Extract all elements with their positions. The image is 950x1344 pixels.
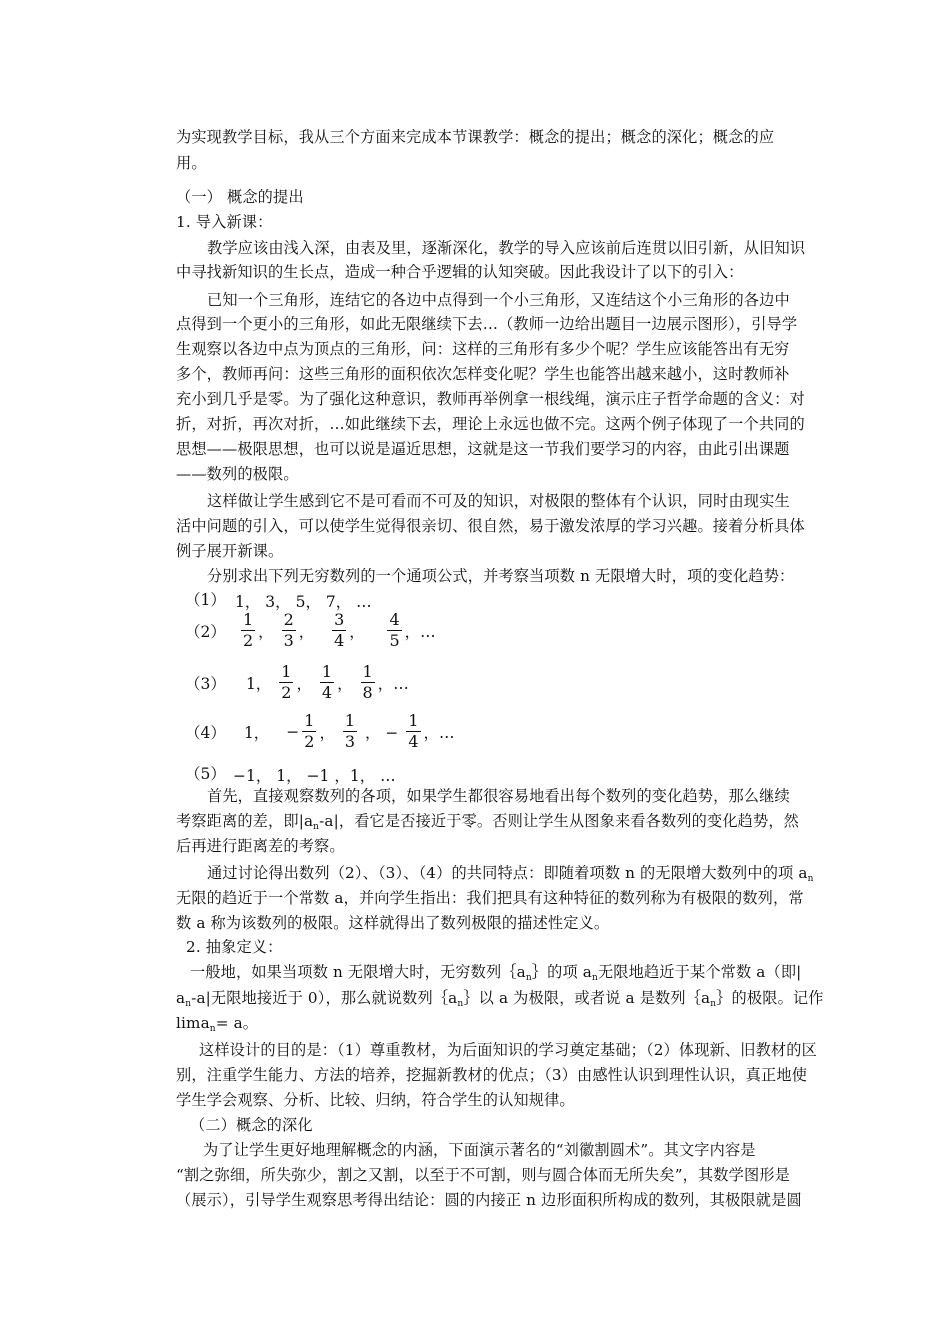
paragraph-line: 考察距离的差，即|an-a|，看它是否接近于零。否则让学生从图象来看各数列的变化趋势，然 bbox=[176, 812, 800, 832]
fraction: $\frac{1}{2}$ bbox=[304, 711, 315, 751]
sequence-label: （4） bbox=[185, 723, 226, 742]
paragraph-line: an-a|无限地接近于 0），那么就说数列｛an｝以 a 为极限，或者说 a 是数列｛an｝的极限。记作 bbox=[176, 989, 824, 1009]
sequence-terms: −1， 1， −1 ，1， … bbox=[233, 767, 396, 785]
fraction: $\frac{4}{5}$ bbox=[389, 610, 400, 650]
section-heading-1: （一） 概念的提出 bbox=[176, 188, 304, 206]
sequence-terms: 1， 3， 5， 7， … bbox=[235, 593, 372, 611]
paragraph-line: 用。 bbox=[176, 154, 207, 172]
fraction: $\frac{2}{3}$ bbox=[283, 610, 294, 650]
sequence-first-term: 1， bbox=[243, 723, 270, 742]
sequence-label: （3） bbox=[185, 674, 226, 693]
sequence-label: （5） bbox=[185, 765, 226, 783]
sequence-label: （1） bbox=[185, 591, 226, 609]
sequence-first-term: 1， bbox=[245, 674, 272, 693]
paragraph-line: 为了让学生更好地理解概念的内涵，下面演示著名的“刘徽割圆术”。其文字内容是 bbox=[203, 1141, 756, 1159]
sequence-5 bbox=[185, 762, 396, 786]
sequence-ellipsis: ，… bbox=[404, 622, 436, 641]
sequence-3: （3） 1， $\frac{1}{2}$ ， $\frac{1}{4}$ ， $\frac{1}{8}$ ，… bbox=[185, 662, 409, 702]
sequence-ellipsis: ，… bbox=[423, 723, 455, 742]
paragraph-line: “割之弥细，所失弥少，割之又割，以至于不可割，则与圆合体而无所失矣”，其数学图形是 bbox=[176, 1166, 790, 1184]
paragraph-line: 多个，教师再问：这些三角形的面积依次怎样变化呢？学生也能答出越来越小，这时教师补 bbox=[176, 365, 790, 383]
sequence-2: （2） $\frac{1}{2}$ ， $\frac{2}{3}$ ， $\frac{3}{4}$ ， $\frac{4}{5}$ ，… bbox=[185, 610, 436, 650]
paragraph-line: 数 a 称为该数列的极限。这样就得出了数列极限的描述性定义。 bbox=[176, 914, 610, 932]
paragraph-line: 学生学会观察、分析、比较、归纳，符合学生的认知规律。 bbox=[176, 1091, 575, 1109]
fraction: $\frac{1}{4}$ bbox=[321, 662, 333, 702]
paragraph-line: 生观察以各边中点为顶点的三角形，问：这样的三角形有多少个呢？学生应该能答出有无穷 bbox=[176, 340, 790, 358]
paragraph-line: 例子展开新课。 bbox=[176, 542, 284, 560]
paragraph-line: 活中问题的引入，可以使学生觉得很亲切、很自然，易于激发浓厚的学习兴趣。接着分析具体 bbox=[176, 517, 805, 535]
paragraph-line: liman= a。 bbox=[176, 1014, 259, 1034]
paragraph-line: 充小到几乎是零。为了强化这种意识，教师再举例拿一根线绳，演示庄子哲学命题的含义：对 bbox=[176, 390, 805, 408]
paragraph-line: 为实现教学目标，我从三个方面来完成本节课教学：概念的提出；概念的深化；概念的应 bbox=[176, 128, 775, 146]
fraction: $\frac{1}{2}$ bbox=[281, 662, 292, 702]
fraction: $\frac{1}{4}$ bbox=[408, 711, 419, 751]
paragraph-line: 这样设计的目的是：（1）尊重教材，为后面知识的学习奠定基础；（2）体现新、旧教材的区 bbox=[199, 1041, 817, 1059]
subsection-heading-1: 1. 导入新课： bbox=[176, 213, 273, 231]
sequence-label: （2） bbox=[185, 622, 226, 641]
paragraph-line: 无限的趋近于一个常数 a，并向学生指出：我们把具有这种特征的数列称为有极限的数列，常 bbox=[176, 889, 804, 907]
paragraph-line: 后再进行距离差的考察。 bbox=[176, 837, 345, 855]
paragraph-line: 首先，直接观察数列的各项，如果学生都很容易地看出每个数列的变化趋势，那么继续 bbox=[207, 787, 790, 805]
paragraph-line: 已知一个三角形，连结它的各边中点得到一个小三角形，又连结这个小三角形的各边中 bbox=[207, 291, 790, 309]
sequence-4: （4） 1， − $\frac{1}{2}$ ， $\frac{1}{3}$ ， − $\frac{1}{4}$ ，… bbox=[185, 711, 455, 751]
paragraph-line: 一般地，如果当项数 n 无限增大时，无穷数列｛an｝的项 an无限地趋近于某个常数 a（即| bbox=[190, 963, 802, 983]
sequence-ellipsis: ，… bbox=[377, 674, 409, 693]
paragraph-line: 这样做让学生感到它不是可看而不可及的知识，对极限的整体有个认识，同时由现实生 bbox=[207, 492, 790, 510]
paragraph-line: 中寻找新知识的生长点，造成一种合乎逻辑的认知突破。因此我设计了以下的引入： bbox=[176, 263, 744, 281]
paragraph-line: 别，注重学生能力、方法的培养，挖掘新教材的优点；（3）由感性认识到理性认识，真正地使 bbox=[176, 1066, 808, 1084]
fraction: $\frac{1}{8}$ bbox=[362, 662, 373, 702]
paragraph-line: ——数列的极限。 bbox=[176, 465, 299, 483]
paragraph-line: 分别求出下列无穷数列的一个通项公式，并考察当项数 n 无限增大时，项的变化趋势： bbox=[207, 567, 795, 585]
paragraph-line: 通过讨论得出数列（2）、（3）、（4）的共同特点：即随着项数 n 的无限增大数列中的项 an bbox=[207, 864, 814, 884]
fraction: $\frac{3}{4}$ bbox=[334, 610, 345, 650]
section-heading-2: （二）概念的深化 bbox=[190, 1116, 313, 1134]
sequence-1 bbox=[185, 588, 372, 612]
paragraph-line: 思想——极限思想，也可以说是逼近思想，这就是这一节我们要学习的内容，由此引出课题 bbox=[176, 440, 790, 458]
paragraph-line: 折，对折，再次对折，…如此继续下去，理论上永远也做不完。这两个例子体现了一个共同的 bbox=[176, 415, 805, 433]
fraction: $\frac{1}{3}$ bbox=[344, 711, 356, 751]
paragraph-line: 点得到一个更小的三角形，如此无限继续下去…（教师一边给出题目一边展示图形），引导学 bbox=[176, 315, 798, 333]
paragraph-line: 教学应该由浅入深，由表及里，逐渐深化，教学的导入应该前后连贯以旧引新，从旧知识 bbox=[207, 239, 806, 257]
paragraph-line: （展示），引导学生观察思考得出结论：圆的内接正 n 边形面积所构成的数列，其极限就是圆 bbox=[176, 1191, 802, 1209]
fraction: $\frac{1}{2}$ bbox=[242, 610, 254, 650]
subsection-heading-2: 2. 抽象定义： bbox=[186, 938, 283, 956]
